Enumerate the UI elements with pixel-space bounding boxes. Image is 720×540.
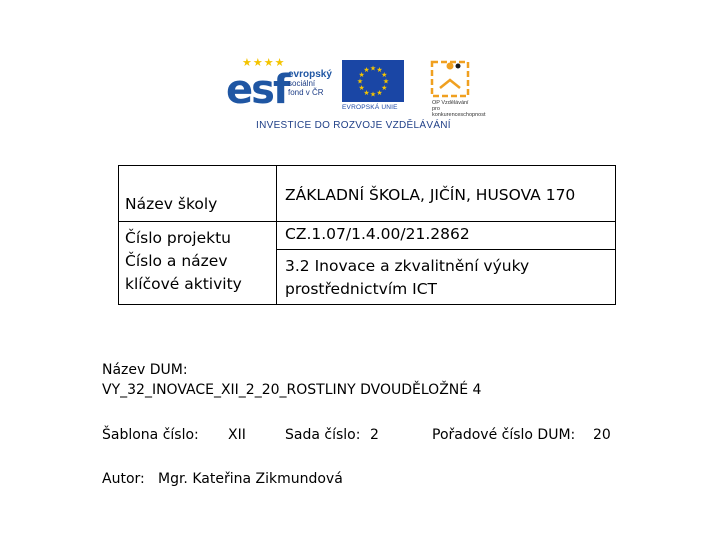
esf-text-line1: evropský: [288, 69, 332, 80]
eu-star-icon: ★: [376, 67, 383, 75]
eu-star-icon: ★: [356, 78, 364, 86]
dum-label: Název DUM:: [102, 362, 188, 378]
set-value: 2: [370, 427, 379, 443]
eu-star-icon: ★: [369, 91, 377, 99]
esf-logo: [226, 57, 336, 114]
banner-caption: INVESTICE DO ROZVOJE VZDĚLÁVÁNÍ: [256, 120, 451, 131]
op-logo: [418, 58, 490, 116]
activity-value: 3.2 Inovace a zkvalitnění výuky prostřednictvím ICT: [285, 257, 530, 298]
eu-star-icon: ★: [376, 89, 383, 97]
eu-flag-icon: [342, 60, 404, 102]
op-label-line1: OP Vzdělávání: [432, 100, 469, 106]
eu-star-icon: ★: [358, 72, 365, 79]
template-label: Šablona číslo:: [102, 427, 199, 443]
order-value: 20: [593, 427, 611, 443]
op-logo-icon: [418, 58, 490, 102]
table-divider-horizontal: [119, 221, 615, 222]
eu-star-icon: ★: [381, 85, 388, 92]
eu-label: EVROPSKÁ UNIE: [342, 104, 398, 111]
esf-text-line3: fond v ČR: [288, 88, 324, 97]
esf-logo-text: [288, 70, 332, 97]
eu-logo: [342, 60, 404, 112]
activity-label: Číslo a název klíčové aktivity: [125, 252, 242, 293]
project-label: Číslo projektu: [125, 229, 231, 247]
template-value: XII: [228, 427, 246, 443]
table-divider-vertical: [276, 166, 277, 304]
eu-star-icon: ★: [358, 85, 365, 92]
info-table: [118, 165, 616, 305]
dum-value: VY_32_INOVACE_XII_2_20_ROSTLINY DVOUDĚLOŽNÉ 4: [102, 382, 482, 398]
author-label: Autor:: [102, 471, 145, 487]
set-label: Sada číslo:: [285, 427, 361, 443]
esf-stars-icon: ★★★★: [242, 57, 286, 69]
eu-star-icon: ★: [363, 89, 370, 97]
school-value: ZÁKLADNÍ ŠKOLA, JIČÍN, HUSOVA 170: [285, 186, 576, 204]
logo-banner: [222, 54, 490, 136]
eu-star-icon: ★: [381, 72, 388, 79]
order-label: Pořadové číslo DUM:: [432, 427, 576, 443]
esf-text-line2: sociální: [288, 79, 316, 88]
esf-logo-letters: esf: [226, 67, 289, 113]
table-divider-horizontal-right: [276, 249, 615, 250]
eu-star-icon: ★: [382, 78, 390, 86]
author-value: Mgr. Kateřina Zikmundová: [158, 471, 343, 487]
eu-star-icon: ★: [369, 65, 377, 73]
school-label: Název školy: [125, 195, 218, 213]
project-value: CZ.1.07/1.4.00/21.2862: [285, 225, 470, 243]
eu-star-icon: ★: [363, 67, 370, 75]
op-label-line2: pro konkurenceschopnost: [432, 106, 486, 118]
op-label: [432, 100, 492, 118]
